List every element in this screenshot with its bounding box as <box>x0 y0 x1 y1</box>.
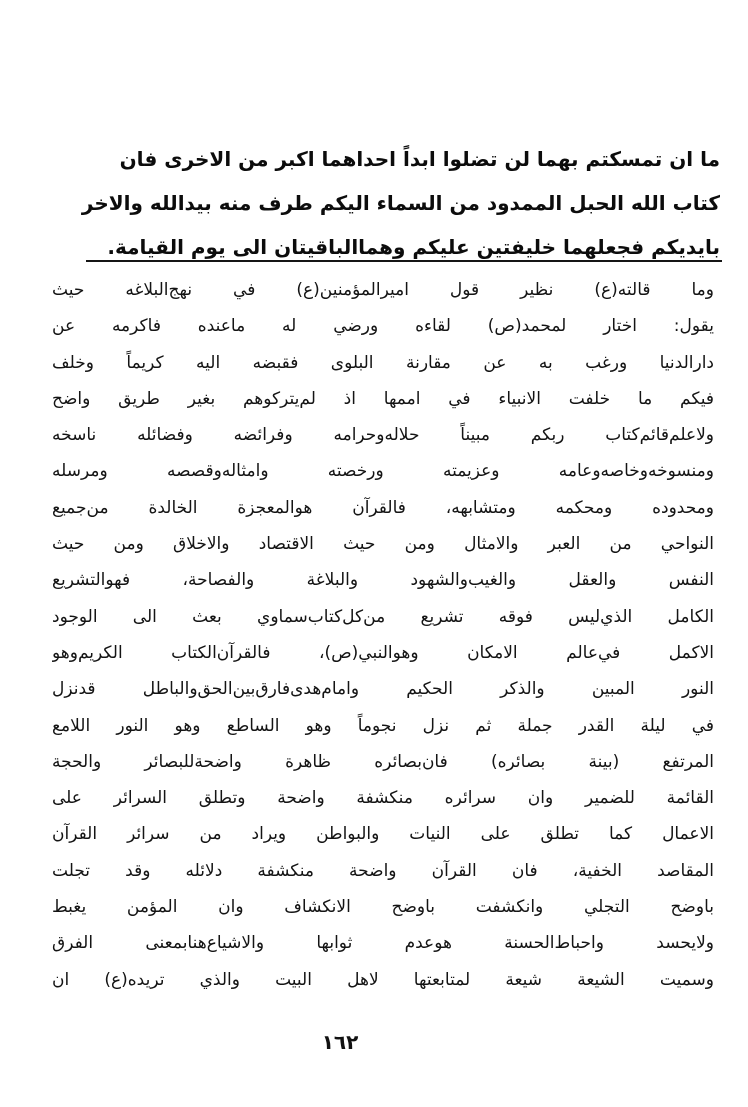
body-line: المرتفع (بينة بصائره) فان‌بصائره ظاهرة واضحة‌للبصائر والحجة <box>52 751 714 772</box>
body-line: دارالدنيا ورغب به عن مقارنة البلوى فقبضه اليه كريماً وخلف <box>52 352 714 373</box>
section-divider <box>86 260 722 262</box>
body-line: ولاعلم‌قائم‌كتاب ربكم مبيناً حلاله‌وحرامه وفرائضه وفضائله ناسخه <box>52 425 714 446</box>
body-line: النور المبين والذكر الحكيم وامام‌هدى‌فارق‌بين‌الحق‌والباطل قدنزل <box>52 679 714 700</box>
body-line: في ليلة القدر جملة ثم نزل نجوماً وهو الساطع وهو النور اللامع <box>52 715 714 736</box>
body-line: ومنسوخه‌وخاصه‌وعامه وعزيمته ورخصته وامثاله‌وقصصه ومرسله <box>52 461 714 482</box>
body-line: الاعمال كما تطلق على النيات والبواطن ويراد من سرائر القرآن <box>52 824 714 845</box>
body-paragraph <box>52 272 714 998</box>
body-line: النفس والعقل والغيب‌والشهود والبلاغة والفصاحة، فهوالتشريع <box>52 570 714 591</box>
body-line: الكامل الذي‌ليس فوقه تشريع من‌كل‌كتاب‌سماوي بعث الى الوجود <box>52 606 714 627</box>
page-number: ١٦٢ <box>321 1030 359 1054</box>
body-line: وما قالته(ع) نظير قول اميرالمؤمنين(ع) في نهج‌البلاغه حيث <box>52 280 714 300</box>
hadith-quote-block <box>40 137 720 269</box>
quote-line: كتاب الله الحبل الممدود من السماء اليكم طرف منه بيدالله والاخر <box>81 191 720 215</box>
quote-line: ما ان تمسكتم بهما لن تضلوا ابداً احداهما اكبر من الاخرى فان <box>119 147 720 171</box>
body-line: ومحدوده ومحكمه ومتشابهه، فالقرآن هوالمعجزة الخالدة من‌جميع <box>52 497 714 518</box>
quote-line: بايديكم فجعلهما خليفتين عليكم وهماالباقيتان الى يوم القيامة. <box>107 235 720 259</box>
body-line: فيكم ما خلفت الانبياء في اممها اذ لم‌يتركوهم بغير طريق واضح <box>52 388 714 409</box>
body-line: الاكمل في‌عالم الامكان وهوالنبي(ص)، فالقرآن‌الكتاب الكريم‌وهو <box>52 642 714 663</box>
body-line: المقاصد الخفية، فان القرآن واضحة منكشفة دلائله وقد تجلت <box>52 860 714 881</box>
body-line: النواحي من العبر والامثال ومن حيث الاقتصاد والاخلاق ومن حيث <box>52 534 714 555</box>
body-line: القائمة للضمير وان سرائره منكشفة واضحة وتطلق السرائر على <box>52 788 714 809</box>
body-line: باوضح التجلي وانكشفت باوضح الانكشاف وان المؤمن يغبط <box>52 897 714 918</box>
body-line: يقول: اختار لمحمد(ص) لقاءه ورضي له ماعنده فاكرمه عن <box>52 316 714 337</box>
body-line: وسميت الشيعة شيعة لمتابعتها لاهل البيت والذي تريده(ع) ان <box>52 969 714 990</box>
body-line: ولايحسد واحباط‌الحسنة هوعدم ثوابها والاشياع‌هنا‌بمعنى الفرق <box>52 933 714 954</box>
